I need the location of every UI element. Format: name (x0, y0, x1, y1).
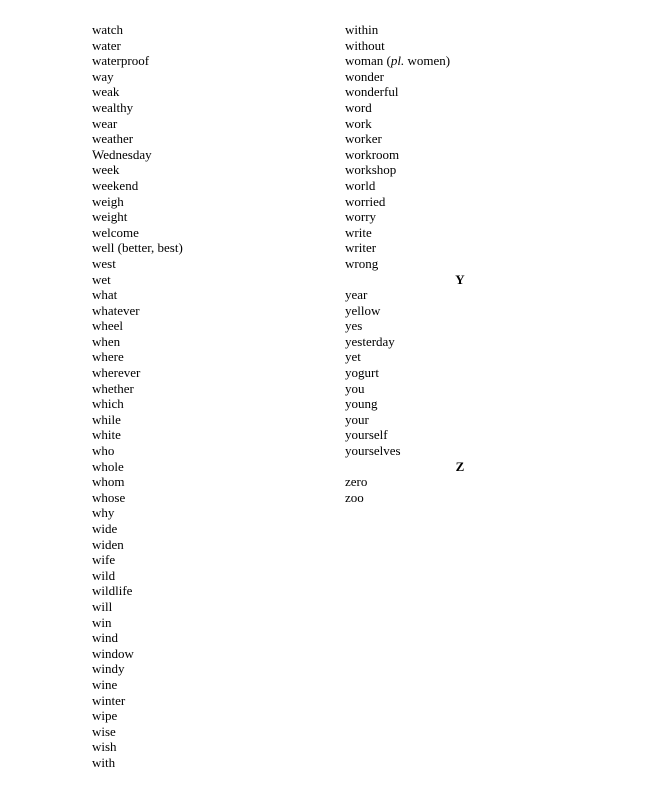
word-item: wife (92, 552, 116, 568)
word-item: water (92, 37, 121, 53)
word-item: week (92, 162, 120, 178)
word-item: zoo (345, 489, 364, 505)
word-item: work (345, 115, 372, 131)
word-item: yourself (345, 427, 388, 443)
word-item: what (92, 287, 118, 303)
word-item: windy (92, 661, 125, 677)
word-item: well (better, best) (92, 240, 183, 256)
word-item: wide (92, 521, 118, 536)
word-item: west (92, 255, 116, 271)
word-item: weak (92, 84, 120, 100)
right-word-column (345, 22, 585, 505)
word-item: wine (92, 676, 118, 692)
word-item: you (345, 380, 365, 396)
word-item: who (92, 443, 115, 459)
word-item: wrong (345, 255, 379, 271)
word-item: why (92, 505, 115, 521)
word-item: wonderful (345, 84, 399, 100)
word-item: yellow (345, 302, 381, 318)
word-item: whether (92, 380, 134, 396)
word-item: window (92, 645, 134, 661)
word-item: wish (92, 739, 117, 755)
word-item: whom (92, 474, 125, 490)
word-item: welcome (92, 224, 139, 240)
word-item: your (345, 411, 369, 427)
word-item: widen (92, 536, 124, 552)
plural-text: women) (404, 53, 451, 69)
word-item: zero (345, 474, 368, 490)
word-item: watch (92, 22, 124, 37)
word-item: workroom (345, 146, 400, 162)
word-item: wipe (92, 708, 118, 724)
word-item: wise (92, 723, 116, 739)
letter-heading-z: Z (455, 458, 465, 474)
word-item: writer (345, 240, 377, 256)
word-item-woman (345, 53, 585, 69)
word-item: will (92, 598, 113, 614)
word-item: Wednesday (92, 146, 152, 162)
letter-heading-y: Y (455, 271, 465, 287)
word-item: wonder (345, 68, 384, 84)
word-item: when (92, 333, 121, 349)
word-item: yogurt (345, 365, 379, 381)
word-item: worker (345, 131, 382, 147)
word-item: yet (345, 349, 361, 365)
word-item: weight (92, 209, 128, 225)
word-item: way (92, 68, 114, 84)
word-item: worry (345, 209, 377, 225)
word-item: yourselves (345, 443, 401, 459)
word-item: without (345, 37, 385, 53)
word-item: wear (92, 115, 118, 131)
word-item: wet (92, 271, 111, 287)
word-item: workshop (345, 162, 397, 178)
word-item: win (92, 614, 112, 630)
word-item: wherever (92, 365, 141, 381)
word-item: whatever (92, 302, 140, 318)
word-item: winter (92, 692, 126, 708)
word-item: wild (92, 567, 116, 583)
word-item: young (345, 396, 378, 412)
word-item: whole (92, 458, 124, 474)
word-item: with (92, 754, 116, 770)
word-item: worried (345, 193, 386, 209)
word-item: write (345, 224, 372, 240)
word-item: wealthy (92, 99, 134, 115)
left-word-column (92, 22, 312, 771)
word-item: where (92, 349, 124, 365)
plural-abbreviation: pl. (390, 53, 405, 69)
word-item: weather (92, 131, 134, 147)
word-item: wheel (92, 318, 124, 334)
word-item: waterproof (92, 53, 150, 69)
word-item: wildlife (92, 583, 133, 599)
word-item: year (345, 287, 368, 303)
word-item: which (92, 396, 124, 412)
word-item: yesterday (345, 333, 395, 349)
word-item: whose (92, 489, 126, 505)
word-text: woman ( (345, 53, 391, 69)
word-item: weigh (92, 193, 124, 209)
word-item: while (92, 411, 121, 427)
word-item: white (92, 427, 121, 443)
word-item: within (345, 22, 379, 37)
word-item: world (345, 177, 376, 193)
word-item: wind (92, 630, 118, 646)
word-item: word (345, 99, 372, 115)
word-item: yes (345, 318, 363, 334)
word-item: weekend (92, 177, 139, 193)
